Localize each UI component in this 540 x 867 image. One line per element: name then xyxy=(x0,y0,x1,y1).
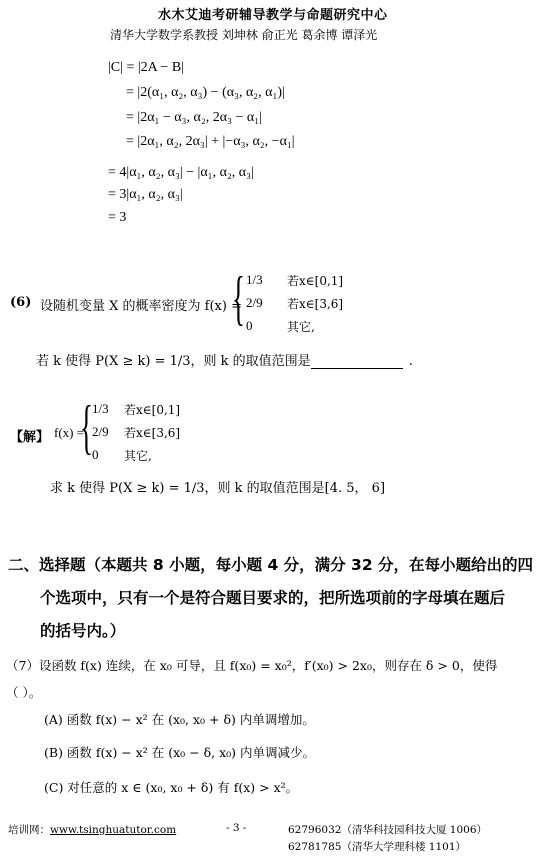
section-2-heading-line-3: 的括号内。） xyxy=(40,622,126,640)
problem-7-option-a: (A) 函数 f(x) − x² 在 (x₀, x₀ + δ) 内单调增加。 xyxy=(44,712,315,727)
footer-site-link[interactable]: www.tsinghuatutor.com xyxy=(50,824,177,836)
derivation-line-5: = 4|α₁, α₂, α₃| − |α₁, α₂, α₃| xyxy=(108,165,254,180)
derivation-line-3: = |2α₁ − α₃, α₂, 2α₃ − α₁| xyxy=(126,110,262,125)
problem-6-case-1-cond: 若x∈[0,1] xyxy=(287,274,344,288)
problem-7-option-c: (C) 对任意的 x ∈ (x₀, x₀ + δ) 有 f(x) > x²。 xyxy=(44,780,299,795)
solution-case-3-cond: 其它, xyxy=(124,449,152,463)
problem-6-question-end: . xyxy=(408,354,413,369)
problem-6-case-2-cond: 若x∈[3,6] xyxy=(287,297,344,311)
section-2-heading-line-1: 二、选择题（本题共 8 小题，每小题 4 分，满分 32 分，在每小题给出的四 xyxy=(8,556,534,574)
problem-6-stem: 设随机变量 X 的概率密度为 f(x) = xyxy=(40,299,242,314)
solution-label: 【解】 xyxy=(10,430,50,445)
problem-7-stem: （7）设函数 f(x) 连续，在 x₀ 可导，且 f(x₀) = x₀²，f′(x₀) > 2x₀，则存在 δ > 0，使得 xyxy=(6,658,498,673)
answer-blank[interactable] xyxy=(311,354,403,369)
problem-6-number: (6) xyxy=(10,295,32,310)
problem-6-case-1-value: 1/3 xyxy=(246,272,263,287)
solution-case-2-value: 2/9 xyxy=(92,424,109,439)
section-2-heading-line-2: 个选项中，只有一个是符合题目要求的，把所选项前的字母填在题后 xyxy=(40,589,506,607)
footer-page-number: - 3 - xyxy=(226,822,247,834)
derivation-line-2: = |2(α₁, α₂, α₃) − (α₃, α₂, α₁)| xyxy=(126,85,285,100)
problem-7-answer-paren: （ ）。 xyxy=(6,685,42,700)
solution-case-3-value: 0 xyxy=(92,447,99,462)
derivation-line-1: |C| = |2A − B| xyxy=(108,60,185,75)
solution-case-2-cond: 若x∈[3,6] xyxy=(124,426,181,440)
derivation-line-6: = 3|α₁, α₂, α₃| xyxy=(108,187,183,202)
solution-case-1-value: 1/3 xyxy=(92,401,109,416)
solution-brace: { xyxy=(80,394,93,460)
solution-answer: 求 k 使得 P(X ≥ k) = 1/3，则 k 的取值范围是[4. 5， 6] xyxy=(50,481,386,496)
problem-6-case-3-value: 0 xyxy=(246,318,253,333)
problem-6-brace: { xyxy=(232,265,245,331)
footer-site-label: 培训网： xyxy=(8,824,50,836)
solution-case-1-cond: 若x∈[0,1] xyxy=(124,403,181,417)
derivation-line-4: = |2α₁, α₂, 2α₃| + |−α₃, α₂, −α₁| xyxy=(126,134,295,149)
solution-fx: f(x) = xyxy=(54,425,85,440)
problem-6-case-2-value: 2/9 xyxy=(246,295,263,310)
problem-6-case-3-cond: 其它, xyxy=(287,320,315,334)
page-header-title: 水木艾迪考研辅导教学与命题研究中心 xyxy=(158,8,388,23)
page-header-authors: 清华大学数学系教授 刘坤林 俞正光 葛余博 谭泽光 xyxy=(110,28,378,42)
footer-phone-2: 62781785（清华大学理科楼 1101） xyxy=(288,841,467,853)
footer-phone-1: 62796032（清华科技园科技大厦 1006） xyxy=(288,824,488,836)
problem-7-option-b: (B) 函数 f(x) − x² 在 (x₀ − δ, x₀) 内单调减少。 xyxy=(44,745,315,760)
derivation-line-7: = 3 xyxy=(108,210,127,225)
problem-6-question-text: 若 k 使得 P(X ≥ k) = 1/3，则 k 的取值范围是 xyxy=(36,354,311,369)
footer-site xyxy=(8,822,176,837)
problem-6-question xyxy=(36,350,413,369)
